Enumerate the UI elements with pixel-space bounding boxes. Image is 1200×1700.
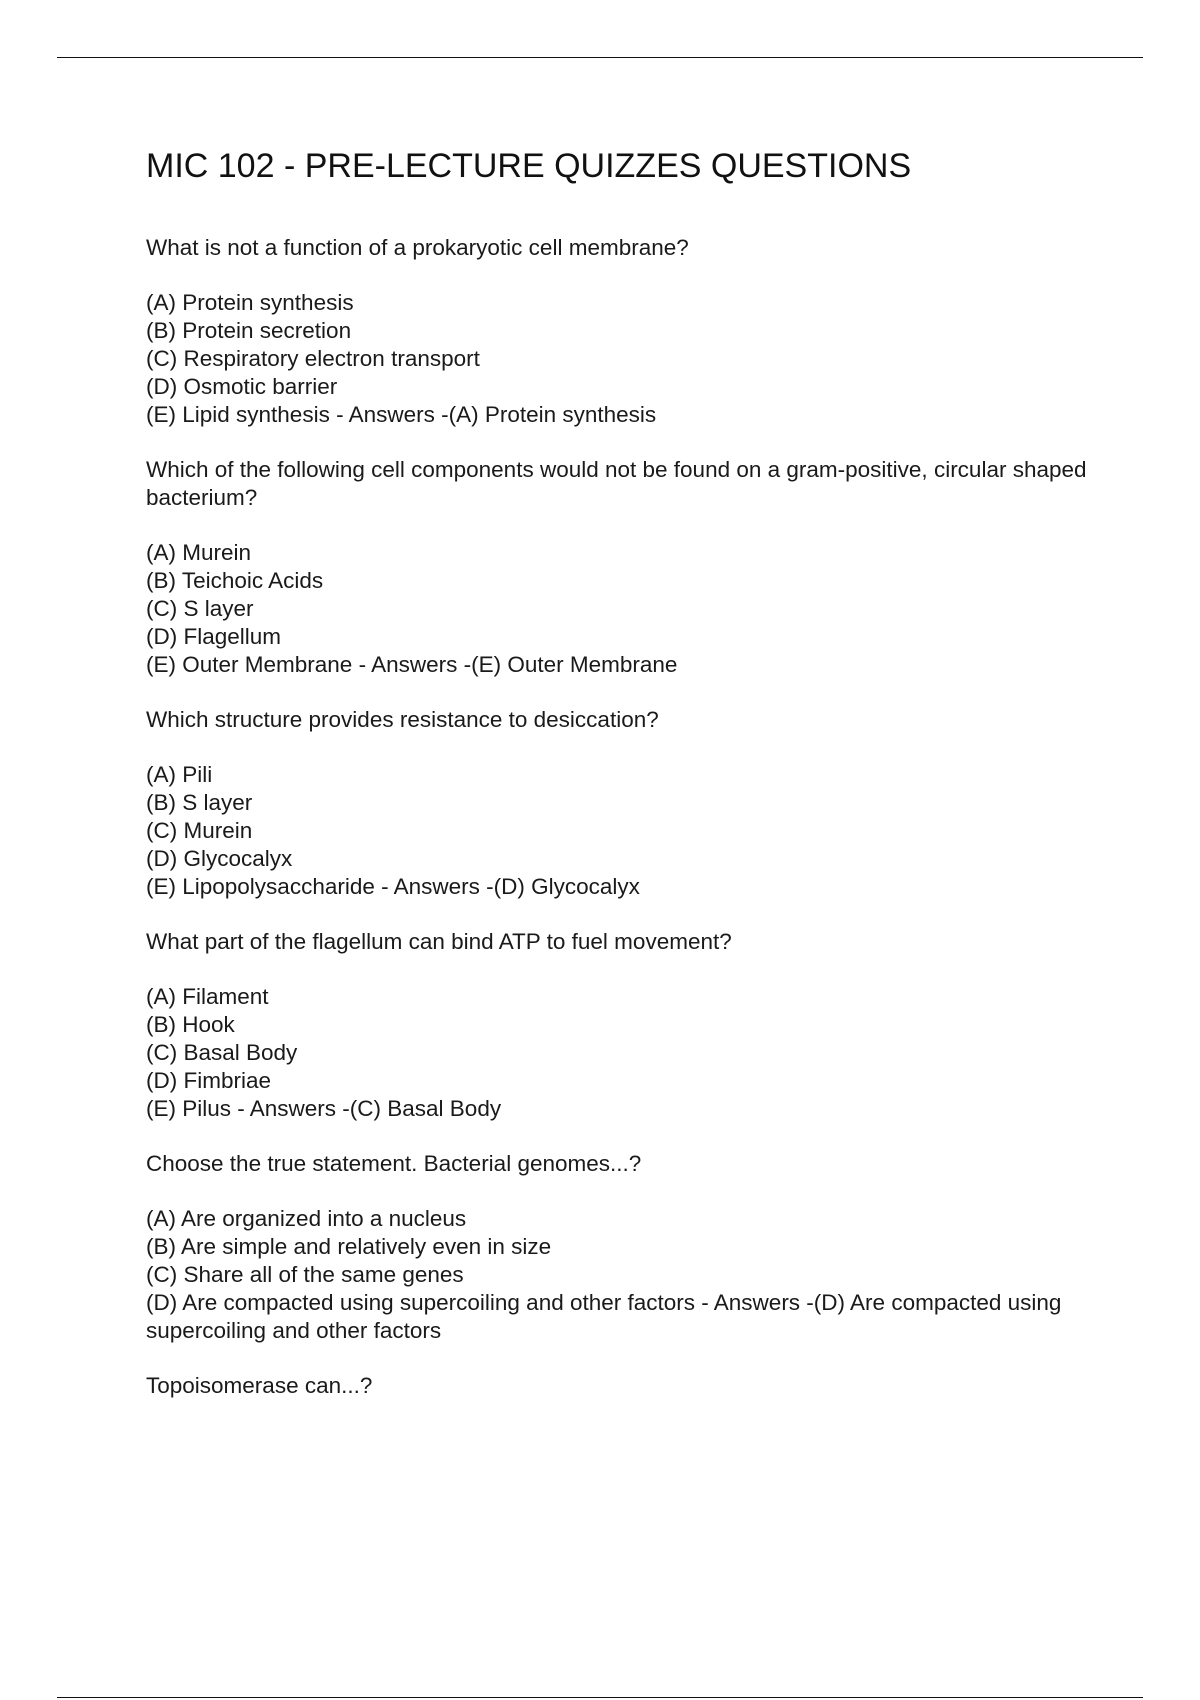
options-list <box>146 1205 1091 1345</box>
top-rule <box>57 57 1143 58</box>
question-text: Topoisomerase can...? <box>146 1373 373 1398</box>
option-e-with-answer: (E) Pilus - Answers -(C) Basal Body <box>146 1096 502 1121</box>
option-c: (C) S layer <box>146 596 254 621</box>
option-b: (B) Are simple and relatively even in size <box>146 1234 552 1259</box>
options-list <box>146 539 1091 679</box>
options-list <box>146 983 1091 1123</box>
option-d: (D) Flagellum <box>146 624 282 649</box>
question-1 <box>146 234 1091 429</box>
option-d: (D) Osmotic barrier <box>146 374 338 399</box>
option-e-with-answer: (E) Lipopolysaccharide - Answers -(D) Glycocalyx <box>146 874 640 899</box>
options-list <box>146 761 1091 901</box>
option-a: (A) Pili <box>146 762 213 787</box>
page-title: MIC 102 - PRE-LECTURE QUIZZES QUESTIONS <box>146 147 912 185</box>
question-3 <box>146 706 1091 901</box>
option-c: (C) Respiratory electron transport <box>146 346 480 371</box>
option-d-with-answer: (D) Are compacted using supercoiling and other factors - Answers -(D) Are compacted using supercoiling and other factors <box>146 1290 1062 1343</box>
question-6 <box>146 1372 1091 1400</box>
bottom-rule <box>57 1697 1143 1698</box>
option-e-with-answer: (E) Outer Membrane - Answers -(E) Outer Membrane <box>146 652 678 677</box>
option-c: (C) Murein <box>146 818 253 843</box>
option-c: (C) Basal Body <box>146 1040 298 1065</box>
option-d: (D) Glycocalyx <box>146 846 293 871</box>
question-text: Which structure provides resistance to desiccation? <box>146 707 659 732</box>
option-a: (A) Filament <box>146 984 269 1009</box>
option-b: (B) Protein secretion <box>146 318 352 343</box>
question-text: Choose the true statement. Bacterial genomes...? <box>146 1151 642 1176</box>
options-list <box>146 289 1091 429</box>
option-a: (A) Murein <box>146 540 252 565</box>
question-text: What is not a function of a prokaryotic cell membrane? <box>146 235 689 260</box>
question-2 <box>146 456 1091 679</box>
option-a: (A) Are organized into a nucleus <box>146 1206 467 1231</box>
question-text: What part of the flagellum can bind ATP to fuel movement? <box>146 929 732 954</box>
question-5 <box>146 1150 1091 1345</box>
question-4 <box>146 928 1091 1123</box>
page-content <box>146 140 1091 1427</box>
option-b: (B) Teichoic Acids <box>146 568 324 593</box>
option-b: (B) Hook <box>146 1012 235 1037</box>
option-e-with-answer: (E) Lipid synthesis - Answers -(A) Protein synthesis <box>146 402 657 427</box>
option-b: (B) S layer <box>146 790 253 815</box>
option-a: (A) Protein synthesis <box>146 290 354 315</box>
option-c: (C) Share all of the same genes <box>146 1262 464 1287</box>
option-d: (D) Fimbriae <box>146 1068 272 1093</box>
question-text: Which of the following cell components would not be found on a gram-positive, circular shaped bacterium? <box>146 457 1087 510</box>
